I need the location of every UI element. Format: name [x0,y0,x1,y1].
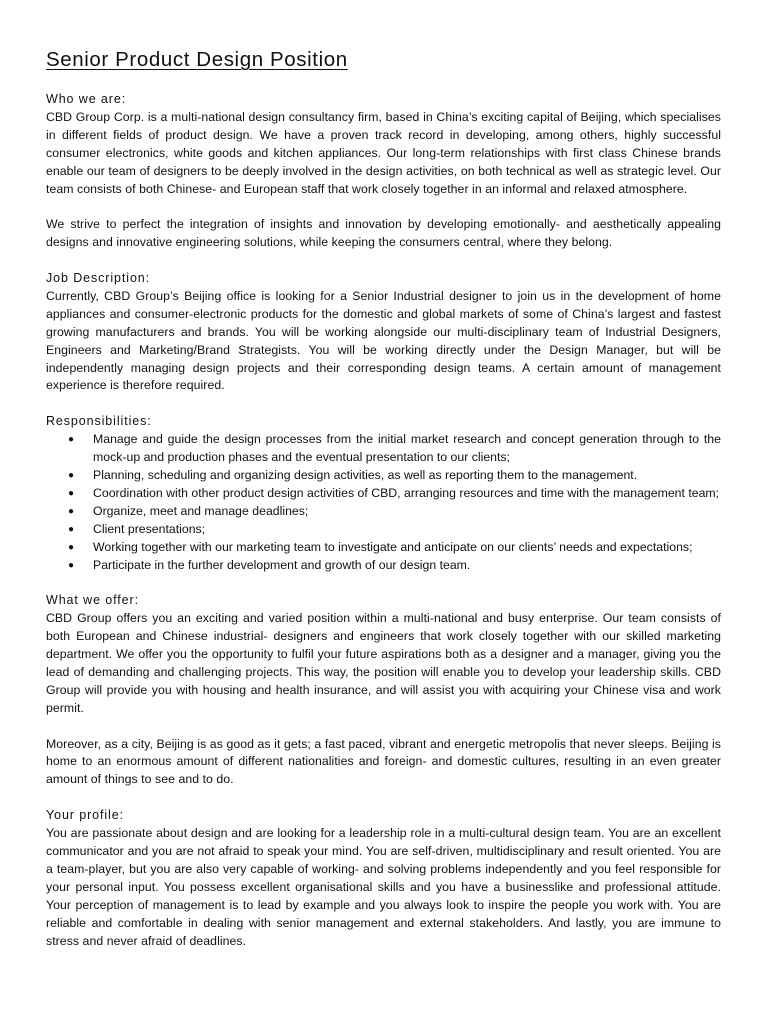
list-item-text: Coordination with other product design activities of CBD, arranging resources and time with the management team; [93,485,720,500]
list-item-text: Client presentations; [93,521,206,536]
heading-your-profile: Your profile: [46,808,124,823]
spacer [46,718,721,736]
list-item [46,431,721,467]
spacer [46,789,721,807]
bullet-icon: ● [68,505,75,517]
document-title: Senior Product Design Position [46,48,348,71]
list-item [46,503,721,521]
responsibilities-list [46,431,721,574]
list-item-text: Working together with our marketing team to investigate and anticipate on our clients’ needs and expectations; [93,539,693,554]
list-item-text: Organize, meet and manage deadlines; [93,503,309,518]
bullet-icon: ● [68,469,75,481]
bullet-icon: ● [68,523,75,535]
spacer [46,252,721,270]
spacer [46,574,721,592]
what-we-offer-paragraph-1: CBD Group offers you an exciting and varied position within a multi-national and busy enterprise. Our team consists of both European and Chinese industrial- designers and engineers that work closely together with our skilled marketing department. We offer you the opportunity to fulfil your future aspirations both as a designer and a manager, giving you the lead of demanding and challenging projects. This way, the position will enable you to develop your leadership skills. CBD Group will provide you with housing and health insurance, and will assist you with acquiring your Chinese visa and work permit. [46,611,721,715]
bullet-icon: ● [68,541,75,553]
list-item-text: Planning, scheduling and organizing design activities, as well as reporting them to the management. [93,467,638,482]
list-item [46,539,721,557]
list-item [46,485,721,503]
job-description-paragraph: Currently, CBD Group’s Beijing office is looking for a Senior Industrial designer to join us in the development of home appliances and consumer-electronic products for the domestic and global markets of some of China’s largest and fastest growing manufacturers and brands. You will be working alongside our multi-disciplinary team of Industrial Designers, Engineers and Marketing/Brand Strategists. You will be working directly under the Design Manager, but will be independently managing design projects and their corresponding design teams. A certain amount of management experience is therefore required. [46,288,721,393]
what-we-offer-paragraph-2: Moreover, as a city, Beijing is as good as it gets; a fast paced, vibrant and energetic metropolis that never sleeps. Beijing is home to an enormous amount of different nationalities and foreign- and domestic cultures, resulting in an even greater amount of things to see and to do. [46,736,721,787]
heading-who-we-are: Who we are: [46,92,127,106]
bullet-icon: ● [68,434,75,446]
bullet-icon: ● [68,487,75,499]
spacer [46,198,721,216]
bullet-icon: ● [68,559,75,571]
heading-responsibilities: Responsibilities: [46,414,152,429]
heading-job-description: Job Description: [46,271,151,286]
who-we-are-paragraph-2: We strive to perfect the integration of insights and innovation by developing emotionally- and aesthetically appealing designs and innovative engineering solutions, while keeping the consumers central, where they belong. [46,217,721,250]
list-item [46,557,721,575]
heading-what-we-offer: What we offer: [46,593,139,608]
your-profile-paragraph: You are passionate about design and are looking for a leadership role in a multi-cultural design team. You are an excellent communicator and you are not afraid to speak your mind. You are self-driven, multidisciplinary and result oriented. You are a team-player, but you are also very capable of working- and solving problems independently and you feel responsible for your personal input. You possess excellent organisational skills and you have a businesslike and professional attitude. Your perception of management is to lead by example and you always look to inspire the people you work with. You are reliable and comfortable in dealing with senior management and external stakeholders. And lastly, you are immune to stress and never afraid of deadlines. [46,826,721,948]
list-item-text: Participate in the further development and growth of our design team. [93,557,471,572]
spacer [46,395,721,413]
document-page [46,46,721,950]
list-item [46,467,721,485]
list-item [46,521,721,539]
list-item-text: Manage and guide the design processes from the initial market research and concept generation through to the mock-up and production phases and the eventual presentation to our clients; [93,432,721,465]
who-we-are-paragraph-1: CBD Group Corp. is a multi-national design consultancy firm, based in China’s exciting capital of Beijing, which specialises in different fields of product design. We have a proven track record in developing, among others, highly successful consumer electronics, white goods and kitchen appliances. Our long-term relationships with first class Chinese brands enable our team of designers to be deeply involved in the design activities, on both technical as well as strategic level. Our team consists of both Chinese- and European staff that work closely together in an informal and relaxed atmosphere. [46,109,721,196]
